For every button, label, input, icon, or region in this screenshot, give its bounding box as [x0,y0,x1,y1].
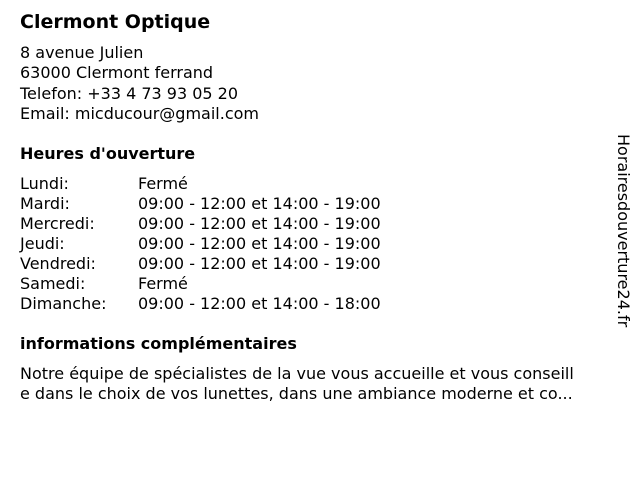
additional-info-heading: informations complémentaires [20,334,297,353]
day-label: Mercredi: [20,214,95,233]
email-line: Email: micducour@gmail.com [20,103,259,123]
hours-row-friday [20,254,381,274]
day-label: Jeudi: [20,234,65,253]
address-street: 8 avenue Julien [20,43,144,62]
address-city: 63000 Clermont ferrand [20,63,214,83]
business-description [20,364,620,404]
site-watermark: Horairesdouverture24.fr [614,134,633,328]
hours-row-tuesday [20,194,381,214]
hours-value: 09:00 - 12:00 et 14:00 - 19:00 [138,234,381,253]
hours-row-thursday [20,234,381,254]
hours-value: 09:00 - 12:00 et 14:00 - 19:00 [138,214,381,233]
contact-block [20,43,259,124]
day-label: Vendredi: [20,254,96,273]
opening-hours-heading: Heures d'ouverture [20,144,196,163]
hours-row-monday [20,174,381,194]
day-label: Mardi: [20,194,70,213]
day-label: Dimanche: [20,294,107,313]
description-line-1: Notre équipe de spécialistes de la vue vous accueille et vous conseill [20,364,574,383]
day-label: Lundi: [20,174,69,193]
hours-value: 09:00 - 12:00 et 14:00 - 18:00 [138,294,381,313]
hours-value: 09:00 - 12:00 et 14:00 - 19:00 [138,194,381,213]
hours-row-saturday [20,274,381,294]
day-label: Samedi: [20,274,86,293]
hours-row-sunday [20,294,381,314]
hours-value: Fermé [138,174,188,193]
hours-row-wednesday [20,214,381,234]
opening-hours-table [20,174,381,314]
hours-value: Fermé [138,274,188,293]
business-name: Clermont Optique [20,11,211,33]
description-line-2: e dans le choix de vos lunettes, dans une ambiance moderne et co... [20,384,573,403]
hours-value: 09:00 - 12:00 et 14:00 - 19:00 [138,254,381,273]
phone-line: Telefon: +33 4 73 93 05 20 [20,83,239,103]
